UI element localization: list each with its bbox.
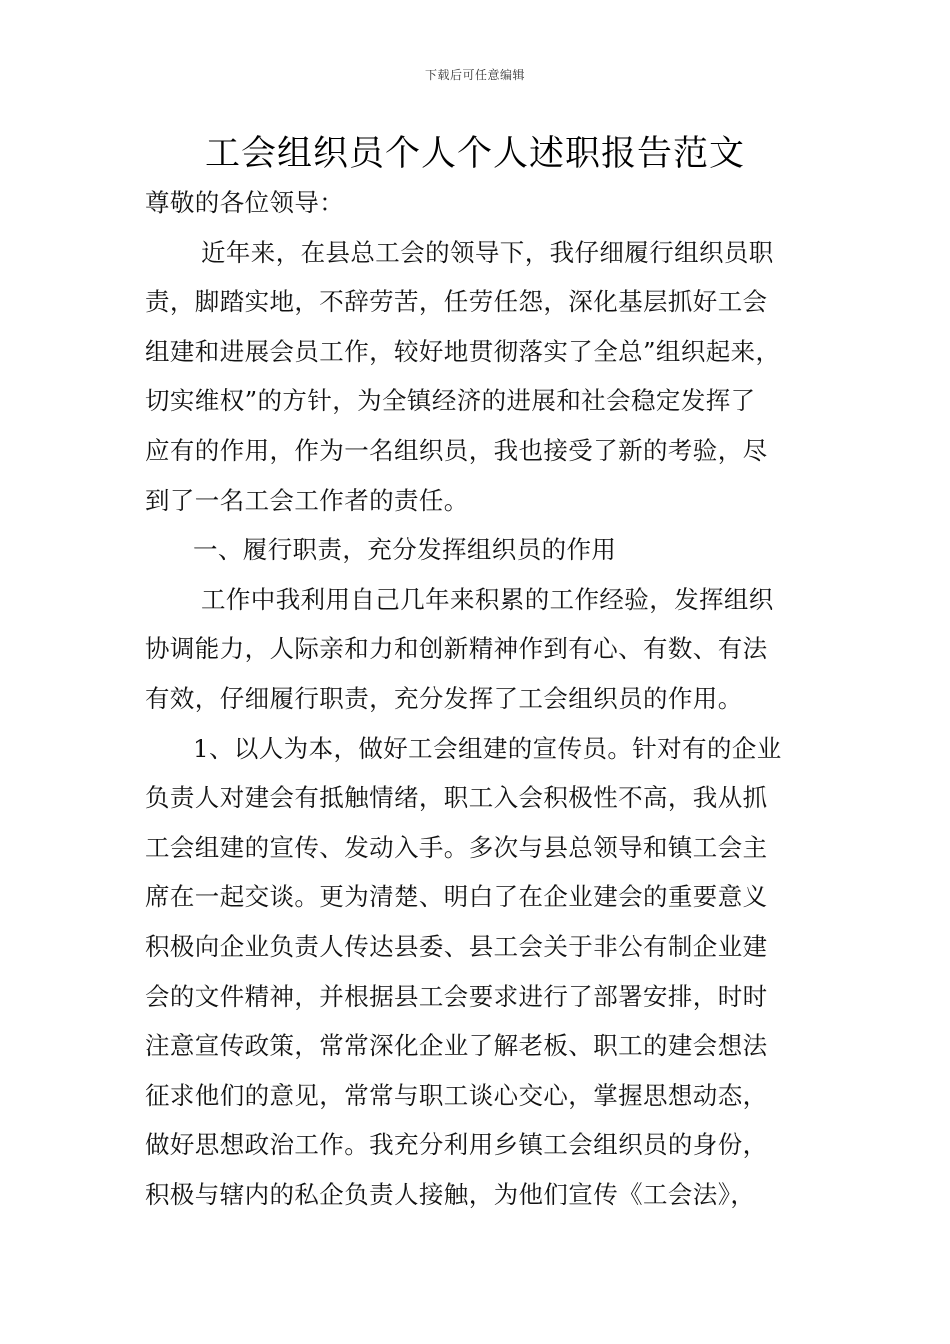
paragraph-line: 切实维权”的方针，为全镇经济的进展和社会稳定发挥了 bbox=[145, 386, 756, 416]
section-heading: 一、履行职责，充分发挥组织员的作用 bbox=[193, 535, 617, 565]
paragraph-line: 有效，仔细履行职责，充分发挥了工会组织员的作用。 bbox=[145, 683, 743, 713]
paragraph-line: 做好思想政治工作。我充分利用乡镇工会组织员的身份， bbox=[145, 1130, 768, 1160]
header-note: 下载后可任意编辑 bbox=[424, 68, 525, 82]
document-body bbox=[145, 178, 813, 1219]
paragraph-line: 工会组建的宣传、发动入手。多次与县总领导和镇工会主 bbox=[145, 832, 768, 862]
paragraph-line: 会的文件精神，并根据县工会要求进行了部署安排，时时 bbox=[145, 981, 768, 1011]
paragraph-line: 责，脚踏实地，不辞劳苦，任劳任怨，深化基层抓好工会 bbox=[145, 287, 768, 317]
paragraph-line: 到了一名工会工作者的责任。 bbox=[145, 485, 469, 515]
paragraph-line: 应有的作用，作为一名组织员，我也接受了新的考验，尽 bbox=[145, 435, 768, 465]
paragraph-line: 积极向企业负责人传达县委、县工会关于非公有制企业建 bbox=[145, 931, 768, 961]
salutation-line: 尊敬的各位领导： bbox=[145, 188, 345, 217]
document-title: 工会组织员个人个人述职报告范文 bbox=[204, 134, 745, 174]
paragraph-line: 1、以人为本，做好工会组建的宣传员。针对有的企业 bbox=[193, 733, 782, 763]
paragraph-line: 组建和进展会员工作，较好地贯彻落实了全总”组织起来， bbox=[145, 336, 781, 366]
paragraph-line: 席在一起交谈。更为清楚、明白了在企业建会的重要意义 bbox=[145, 882, 768, 912]
paragraph-line: 协调能力，人际亲和力和创新精神作到有心、有数、有法 bbox=[145, 634, 768, 664]
paragraph-line: 工作中我利用自己几年来积累的工作经验，发挥组织 bbox=[201, 584, 774, 614]
paragraph-line: 负责人对建会有抵触情绪，职工入会积极性不高，我从抓 bbox=[145, 783, 768, 813]
paragraph-line: 积极与辖内的私企负责人接触，为他们宣传《工会法》， bbox=[145, 1179, 756, 1209]
paragraph-line: 征求他们的意见，常常与职工谈心交心，掌握思想动态， bbox=[145, 1080, 768, 1110]
paragraph-line: 注意宣传政策，常常深化企业了解老板、职工的建会想法 bbox=[145, 1031, 768, 1061]
paragraph-line: 近年来，在县总工会的领导下，我仔细履行组织员职 bbox=[201, 237, 774, 267]
